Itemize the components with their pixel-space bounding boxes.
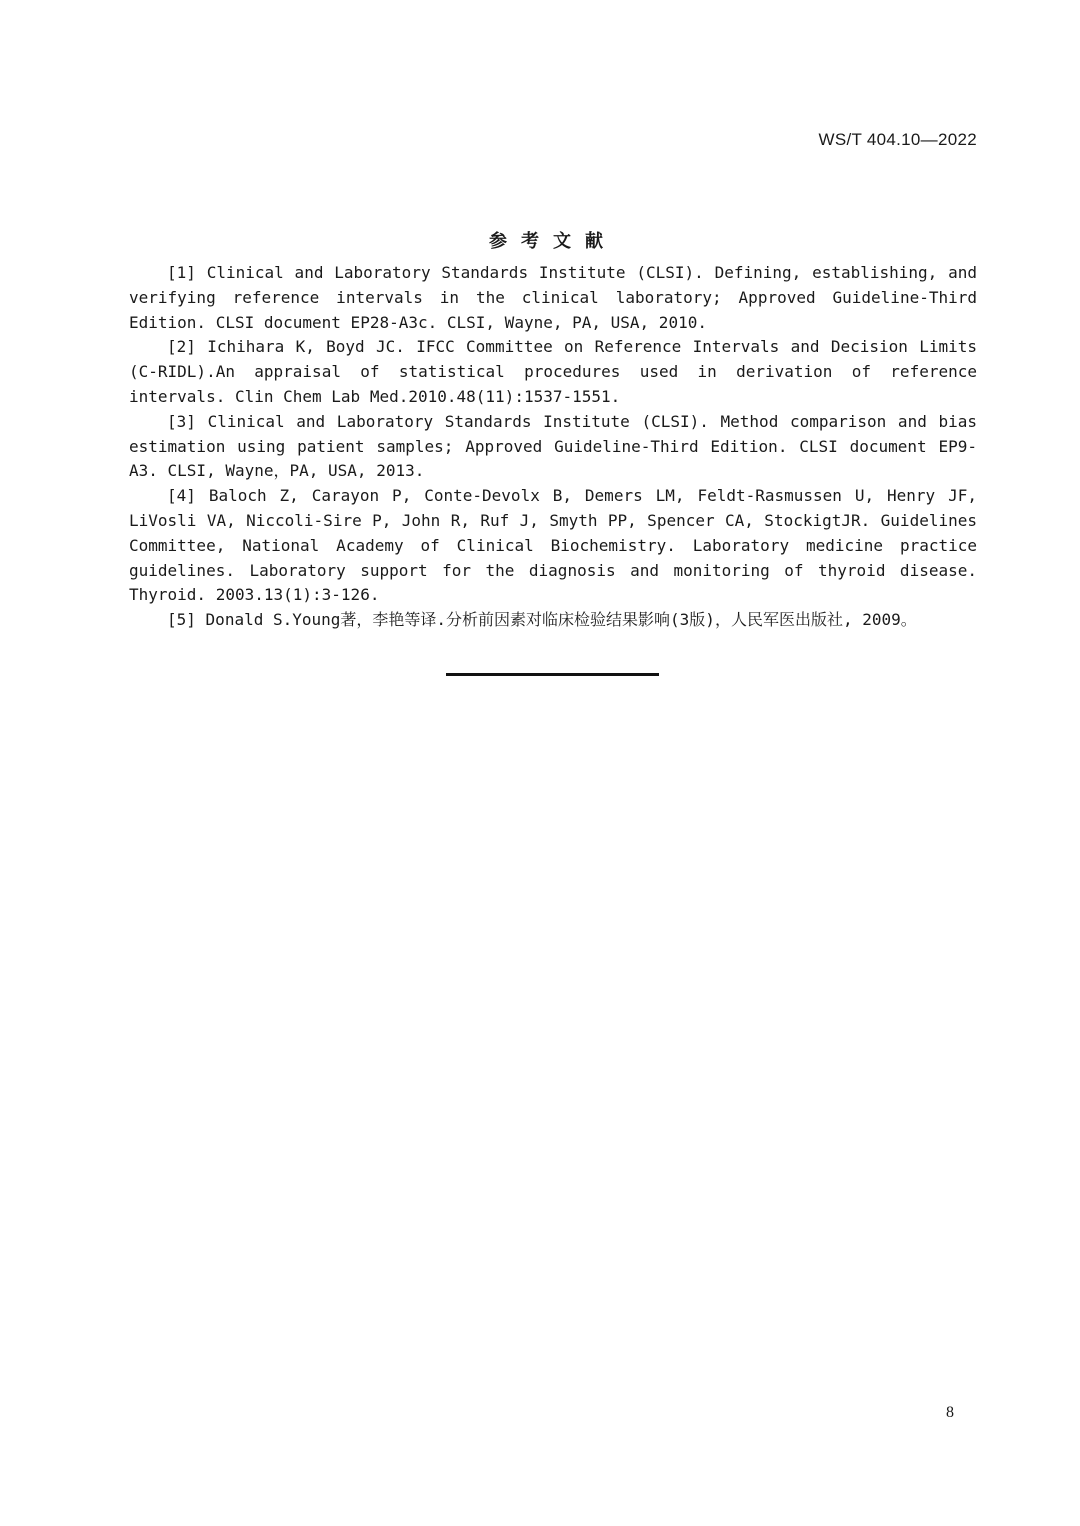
reference-number: [1] xyxy=(167,263,196,282)
page-number: 8 xyxy=(946,1404,954,1421)
reference-item xyxy=(129,608,977,633)
reference-number: [2] xyxy=(167,337,196,357)
reference-text: Ichihara K, Boyd JC. IFCC Committee on Reference Intervals and Decision Limits (C-RIDL).An appraisal of statistical procedures used in derivation of reference intervals. Clin Chem Lab Med.2010.48(11):1537-1551. xyxy=(129,337,977,406)
document-code: WS/T 404.10—2022 xyxy=(818,130,977,149)
reference-text: Clinical and Laboratory Standards Institute (CLSI). Method comparison and bias estimation using patient samples; Approved Guideline-Third Edition. CLSI document EP9-A3. CLSI, Wayne，PA, USA, 2013. xyxy=(129,411,978,481)
reference-list xyxy=(129,261,977,633)
reference-item xyxy=(129,484,977,608)
reference-item xyxy=(129,261,977,335)
reference-item xyxy=(129,335,977,409)
reference-text: Clinical and Laboratory Standards Institute (CLSI). Defining, establishing, and verifying reference intervals in the clinical laboratory; Approved Guideline-Third Edition. CLSI document EP28-A3c. CLSI, Wayne, PA, USA, 2010. xyxy=(129,263,977,332)
reference-text: Baloch Z, Carayon P, Conte-Devolx B, Demers LM, Feldt-Rasmussen U, Henry JF, LiVosli VA, Niccoli-Sire P, John R, Ruf J, Smyth PP, Spencer CA, StockigtJR. Guidelines Committee, National Academy of Clinical Biochemistry. Laboratory medicine practice guidelines. Laboratory support for the diagnosis and monitoring of thyroid disease. Thyroid. 2003.13(1):3-126. xyxy=(129,486,978,605)
reference-number: [3] xyxy=(167,411,196,431)
end-of-document-rule xyxy=(446,673,659,676)
reference-item xyxy=(129,410,977,484)
section-title: 参考文献 xyxy=(489,231,617,252)
reference-text: Donald S.Young著，李艳等译.分析前因素对临床检验结果影响(3版)，人民军医出版社, 2009。 xyxy=(205,610,917,630)
reference-number: [5] xyxy=(167,610,196,630)
reference-number: [4] xyxy=(167,486,196,506)
